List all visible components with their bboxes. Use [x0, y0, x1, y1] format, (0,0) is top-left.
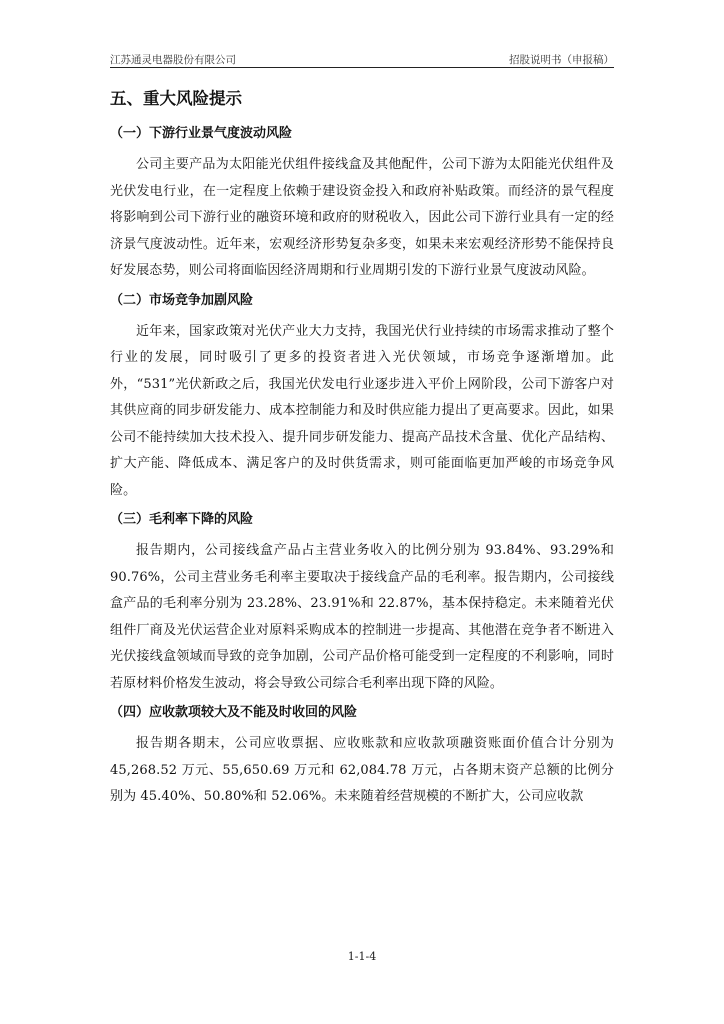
subsection-1-paragraph: 公司主要产品为太阳能光伏组件接线盒及其他配件，公司下游为太阳能光伏组件及光伏发电行业，在一定程度上依赖于建设资金投入和政府补贴政策。而经济的景气程度将影响到公司下游行业的融资环境和政府的财税收入，因此公司下游行业具有一定的经济景气度波动性。近年来，宏观经济形势复杂多变，如果未来宏观经济形势不能保持良好发展态势，则公司将面临因经济周期和行业周期引发的下游行业景气度波动风险。	[110, 157, 614, 278]
subsection-3-paragraph: 报告期内，公司接线盒产品占主营业务收入的比例分别为 93.84%、93.29%和 90.76%，公司主营业务毛利率主要取决于接线盒产品的毛利率。报告期内，公司接线盒产品的毛利率分别为 23.28%、23.91%和 22.87%，基本保持稳定。未来随着光伏组件厂商及光伏运营企业对原料采购成本的控制进一步提高、其他潜在竞争者不断进入光伏接线盒领域而导致的竞争加剧，公司产品价格可能受到一定程度的不利影响，同时若原材料价格发生波动，将会导致公司综合毛利率出现下降的风险。	[110, 543, 614, 691]
subsection-heading-3: （三）毛利率下降的风险	[110, 512, 254, 527]
page-header	[110, 52, 614, 68]
subsection-heading-1: （一）下游行业景气度波动风险	[110, 126, 293, 141]
header-company-name: 江苏通灵电器股份有限公司	[110, 54, 236, 66]
page-number: 1-1-4	[347, 950, 377, 963]
header-divider	[110, 67, 614, 68]
header-document-title: 招股说明书（申报稿）	[509, 54, 614, 66]
subsection-4-paragraph: 报告期各期末，公司应收票据、应收账款和应收款项融资账面价值合计分别为 45,268.52 万元、55,650.69 万元和 62,084.78 万元，占各期末资产总额的比例分别为 45.40%、50.80%和 52.06%。未来随着经营规模的不断扩大，公司应收款	[110, 736, 614, 804]
subsection-heading-4: （四）应收款项较大及不能及时收回的风险	[110, 705, 358, 720]
document-body	[110, 86, 614, 817]
subsection-heading-2: （二）市场竞争加剧风险	[110, 292, 254, 308]
subsection-2-paragraph: 近年来，国家政策对光伏产业大力支持，我国光伏行业持续的市场需求推动了整个行业的发展，同时吸引了更多的投资者进入光伏领域，市场竞争逐渐增加。此外，“531”光伏新政之后，我国光伏发电行业逐步进入平价上网阶段，公司下游客户对其供应商的同步研发能力、成本控制能力和及时供应能力提出了更高要求。因此，如果公司不能持续加大技术投入、提升同步研发能力、提高产品技术含量、优化产品结构、扩大产能、降低成本、满足客户的及时供货需求，则可能面临更加严峻的市场竞争风险。	[110, 323, 614, 498]
section-title: 五、重大风险提示	[110, 89, 242, 108]
